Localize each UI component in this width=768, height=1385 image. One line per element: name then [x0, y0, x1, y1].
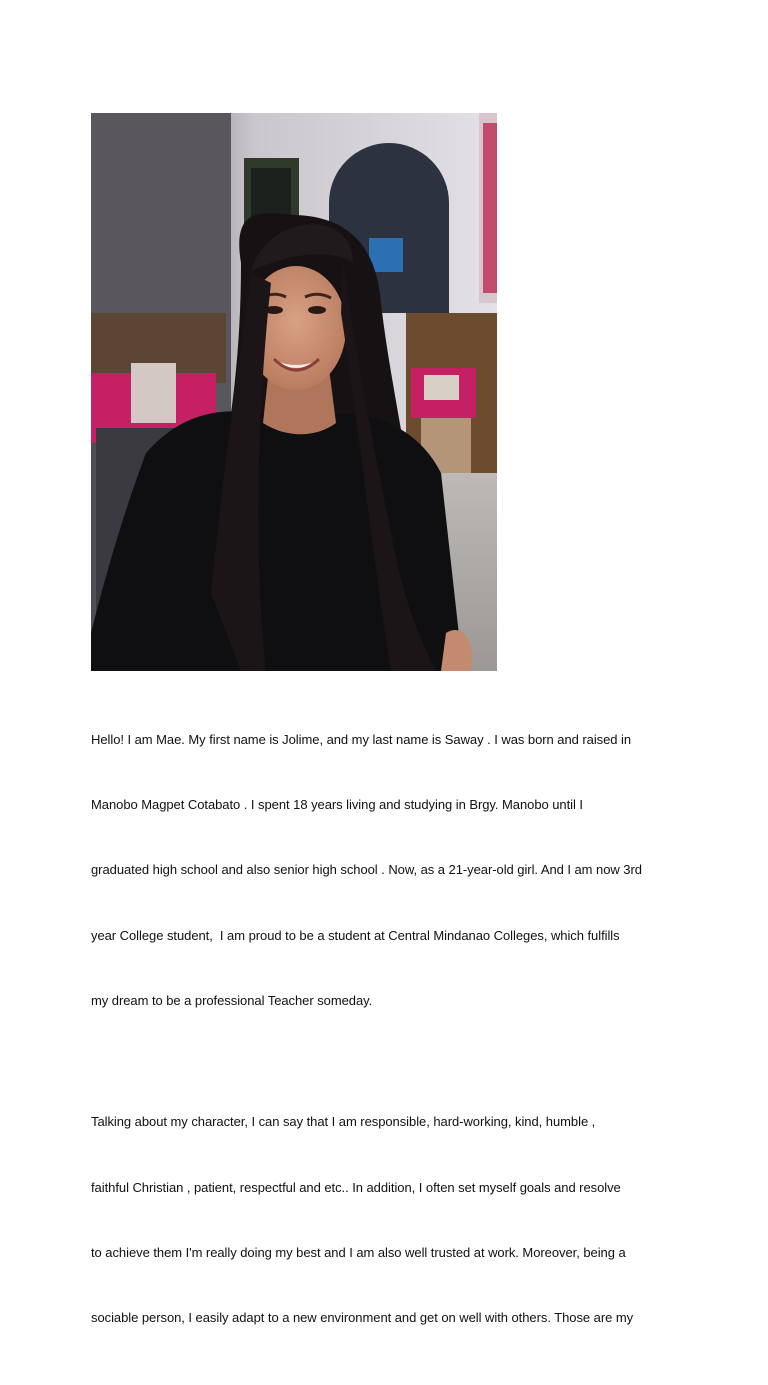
text-line: Hello! I am Mae. My first name is Jolime, and my last name is Saway . I was born and raised in	[91, 731, 632, 747]
text-line: to achieve them I'm really doing my best and I am also well trusted at work. Moreover, being a	[91, 1244, 626, 1260]
text-line: year College student, I am proud to be a student at Central Mindanao Colleges, which fulfills	[91, 927, 620, 943]
text-line: Talking about my character, I can say that I am responsible, hard-working, kind, humble ,	[91, 1114, 596, 1130]
portrait-photo	[91, 113, 497, 671]
text-line: graduated high school and also senior high school . Now, as a 21-year-old girl. And I am now 3rd	[91, 862, 642, 878]
text-line: sociable person, I easily adapt to a new environment and get on well with others. Those are my	[91, 1310, 634, 1326]
text-line: faithful Christian , patient, respectful and etc.. In addition, I often set myself goals and resolve	[91, 1179, 621, 1195]
biography-text	[91, 685, 691, 1385]
text-line: my dream to be a professional Teacher someday.	[91, 993, 373, 1009]
paragraph-character	[91, 1068, 691, 1373]
text-line: Manobo Magpet Cotabato . I spent 18 years living and studying in Brgy. Manobo until I	[91, 796, 583, 812]
paragraph-intro	[91, 685, 691, 1056]
